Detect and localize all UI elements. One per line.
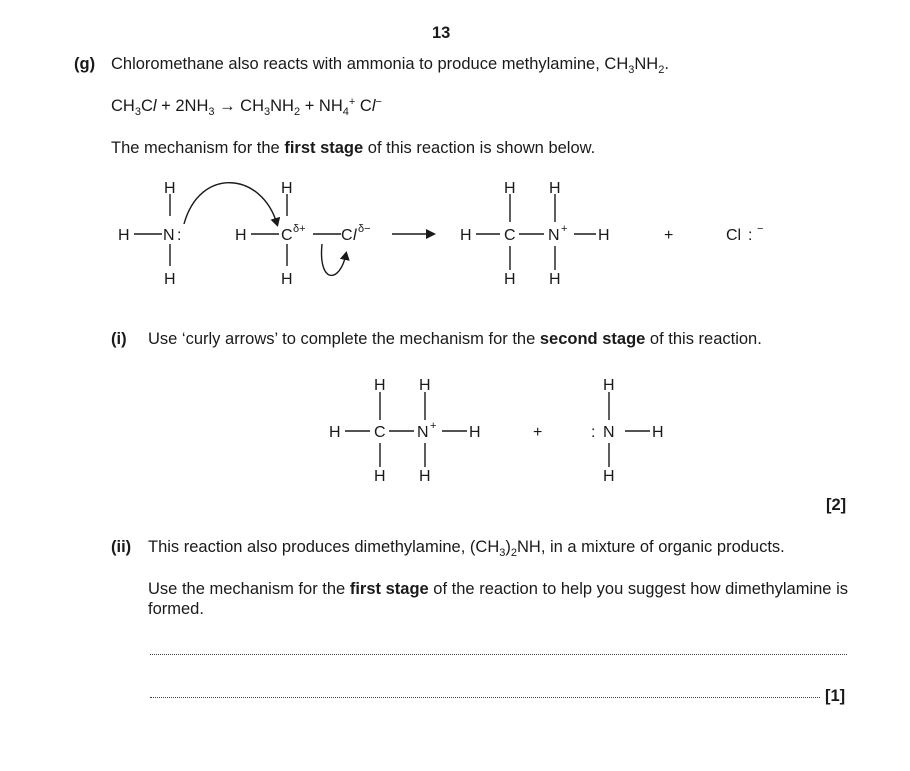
- atom-h: H: [419, 468, 431, 485]
- atom-h: H: [603, 468, 615, 485]
- positive-charge: +: [430, 420, 437, 432]
- negative-charge: −: [757, 223, 764, 235]
- methylamine-formula: $CH_3NH_2$.: [604, 55, 669, 76]
- atom-h: H: [603, 377, 615, 394]
- answer-line[interactable]: [150, 697, 820, 698]
- marks-part-i: [2]: [826, 496, 847, 514]
- intro-text: Chloromethane also reacts with ammonia to produce methylamine,: [111, 55, 605, 73]
- atom-h: H: [329, 424, 341, 441]
- atom-c: C: [374, 424, 386, 441]
- lone-pair-colon: :: [591, 424, 596, 441]
- atom-h: H: [504, 180, 516, 197]
- atom-n: N: [163, 227, 175, 244]
- lone-pair-colon: :: [177, 227, 182, 244]
- chloride-ion: Cl: [726, 227, 742, 244]
- reaction-equation: $CH_3Cl + 2NH_3 \to CH_3NH_2 + NH_4^+$ Cl−: [111, 96, 382, 118]
- question-intro: [111, 54, 669, 74]
- atom-n: N: [548, 227, 560, 244]
- atom-h: H: [652, 424, 664, 441]
- atom-h: H: [598, 227, 610, 244]
- atom-h: H: [469, 424, 481, 441]
- delta-minus: δ−: [358, 223, 371, 235]
- part-i-label: (i): [111, 330, 127, 348]
- marks-part-ii: [1]: [825, 687, 846, 705]
- delta-plus: δ+: [293, 223, 306, 235]
- atom-h: H: [118, 227, 130, 244]
- atom-h: H: [281, 180, 293, 197]
- answer-line[interactable]: [150, 654, 847, 655]
- stage1-mechanism-diagram: [0, 172, 910, 292]
- atom-n: N: [603, 424, 615, 441]
- atom-h: H: [504, 271, 516, 288]
- part-ii-instruction: Use the mechanism for the first stage of the reaction to help you suggest how dimethylamine is formed.: [148, 580, 848, 618]
- atom-cl-l: l: [353, 227, 357, 244]
- atom-h: H: [374, 377, 386, 394]
- positive-charge: +: [561, 223, 568, 235]
- mechanism-intro: The mechanism for the first stage of this reaction is shown below.: [111, 139, 596, 157]
- atom-c: C: [504, 227, 516, 244]
- stage2-mechanism-diagram[interactable]: [0, 372, 910, 492]
- part-i-question: Use ‘curly arrows’ to complete the mechanism for the second stage of this reaction.: [148, 330, 762, 348]
- atom-h: H: [419, 377, 431, 394]
- atom-h: H: [460, 227, 472, 244]
- atom-h: H: [374, 468, 386, 485]
- atom-c: C: [281, 227, 293, 244]
- plus-sign: +: [664, 227, 674, 244]
- reaction-arrow: →: [214, 97, 241, 115]
- atom-n: N: [417, 424, 429, 441]
- atom-h: H: [164, 271, 176, 288]
- atom-h: H: [164, 180, 176, 197]
- part-ii-question: This reaction also produces dimethylamine, $(CH_3)_2NH$, in a mixture of organic products.: [148, 538, 785, 559]
- atom-h: H: [281, 271, 293, 288]
- chloride-lone-pair: :: [748, 227, 753, 244]
- atom-cl: C: [341, 227, 353, 244]
- question-label: (g): [74, 55, 96, 73]
- atom-h: H: [549, 271, 561, 288]
- plus-sign: +: [533, 424, 543, 441]
- atom-h: H: [235, 227, 247, 244]
- page-number: 13: [432, 24, 451, 42]
- part-ii-label: (ii): [111, 538, 132, 556]
- atom-h: H: [549, 180, 561, 197]
